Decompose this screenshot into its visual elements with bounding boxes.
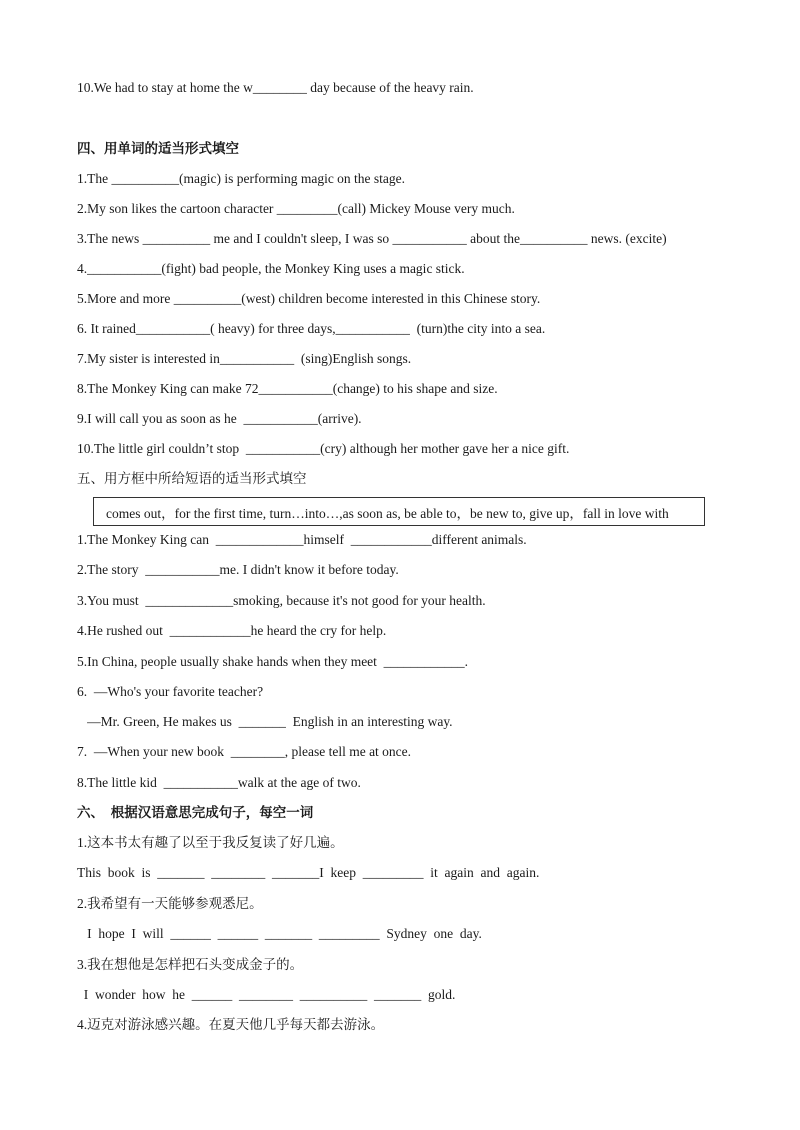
exercise-line: 8.The little kid ___________walk at the age of two. (77, 775, 361, 790)
exercise-line: 6. It rained___________( heavy) for three days,___________ (turn)the city into a sea. (77, 321, 546, 336)
chinese-prompt: 1.这本书太有趣了以至于我反复读了好几遍。 (77, 835, 344, 850)
exercise-line: 10.The little girl couldn’t stop ___________(cry) although her mother gave her a nice gift. (77, 441, 570, 456)
exercise-line: I wonder how he ______ ________ __________ _______ gold. (77, 987, 456, 1002)
exercise-line: 7. —When your new book ________, please tell me at once. (77, 744, 412, 759)
exercise-line: 5.More and more __________(west) children become interested in this Chinese story. (77, 291, 541, 306)
exercise-line: 8.The Monkey King can make 72___________(change) to his shape and size. (77, 381, 498, 396)
section-heading: 五、用方框中所给短语的适当形式填空 (77, 471, 307, 486)
chinese-prompt: 2.我希望有一天能够参观悉尼。 (77, 896, 263, 911)
section-heading: 四、用单词的适当形式填空 (77, 141, 239, 156)
section-heading: 六、 根据汉语意思完成句子，每空一词 (77, 805, 314, 820)
exercise-line: 1.The __________(magic) is performing magic on the stage. (77, 171, 406, 186)
exercise-line: 3.The news __________ me and I couldn't sleep, I was so ___________ about the__________ news. (excite) (77, 231, 667, 246)
exercise-line: I hope I will ______ ______ _______ _________ Sydney one day. (77, 926, 482, 941)
exercise-line: 4.___________(fight) bad people, the Monkey King uses a magic stick. (77, 261, 465, 276)
phrase-box-text: comes out，for the first time, turn…into…,as soon as, be able to，be new to, give up，fall in love with (106, 506, 669, 521)
exercise-line: —Mr. Green, He makes us _______ English in an interesting way. (77, 714, 453, 729)
exercise-line: 7.My sister is interested in___________ (sing)English songs. (77, 351, 412, 366)
exercise-line: 2.The story ___________me. I didn't know it before today. (77, 562, 399, 577)
exercise-line: 1.The Monkey King can _____________himself ____________different animals. (77, 532, 527, 547)
exercise-line: 3.You must _____________smoking, because it's not good for your health. (77, 593, 486, 608)
exercise-line: 6. —Who's your favorite teacher? (77, 684, 264, 699)
exercise-line: 10.We had to stay at home the w________ day because of the heavy rain. (77, 80, 474, 95)
exercise-line: 2.My son likes the cartoon character _________(call) Mickey Mouse very much. (77, 201, 515, 216)
exercise-line: This book is _______ ________ _______I keep _________ it again and again. (77, 865, 540, 880)
phrase-box (93, 497, 705, 526)
exercise-line: 5.In China, people usually shake hands when they meet ____________. (77, 654, 469, 669)
exercise-line: 9.I will call you as soon as he ___________(arrive). (77, 411, 362, 426)
chinese-prompt: 3.我在想他是怎样把石头变成金子的。 (77, 957, 304, 972)
chinese-prompt: 4.迈克对游泳感兴趣。在夏天他几乎每天都去游泳。 (77, 1017, 385, 1032)
exercise-line: 4.He rushed out ____________he heard the cry for help. (77, 623, 387, 638)
